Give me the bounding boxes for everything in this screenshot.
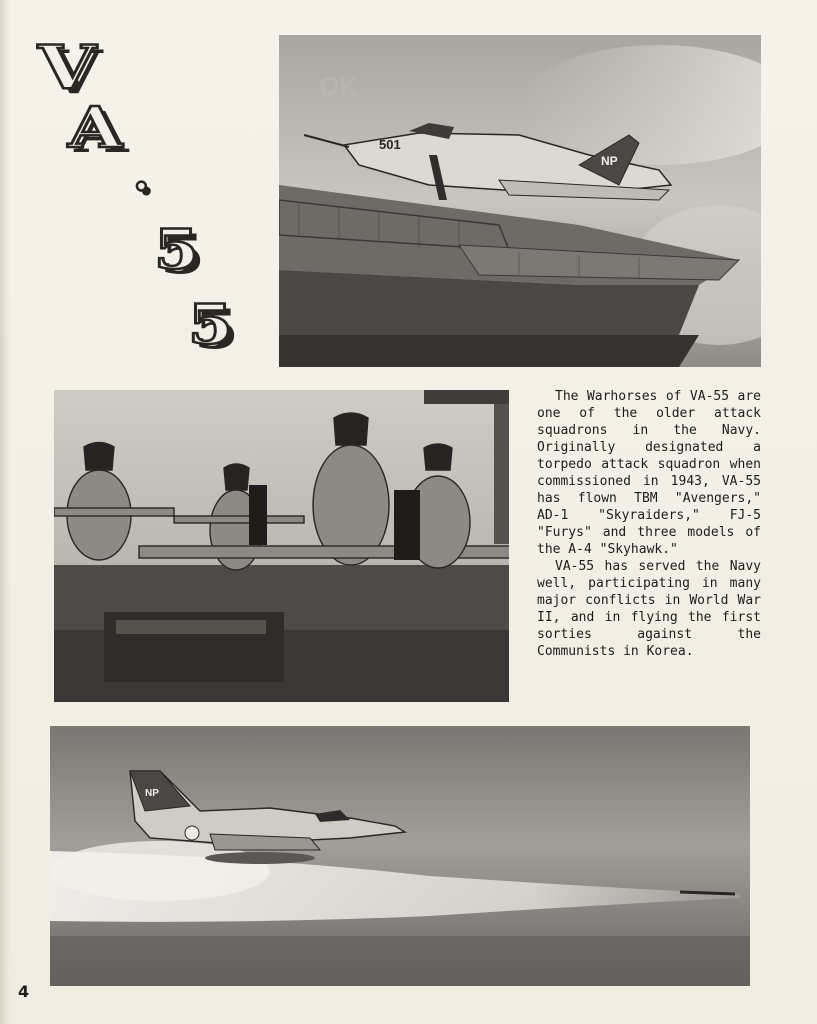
rocket-tail-code-np: NP: [145, 788, 159, 799]
article-paragraph-2: VA-55 has served the Navy well, participating in many major conflicts in World War II, and in flying the first sorties against the Communists in Korea.: [537, 559, 761, 659]
photo-flight-deck-skyhawks: [54, 390, 509, 702]
page-edge-shadow: [0, 0, 10, 1024]
svg-text:OK: OK: [319, 71, 358, 101]
title-letter-dot: .: [133, 146, 150, 202]
title-letter-a: A: [68, 95, 123, 161]
rocket-photo-image: [50, 726, 750, 986]
catapult-photo-image: [279, 35, 761, 367]
flight-deck-photo-image: [54, 390, 509, 702]
article-text: [537, 388, 761, 660]
title-digit-5-first: 5: [154, 217, 200, 281]
tail-code-np: NP: [601, 154, 618, 168]
article-paragraph-1: The Warhorses of VA-55 are one of the older attack squadrons in the Navy. Originally designated a torpedo attack squadron when commissioned in 1943, VA-55 has flown TBM "Avengers," AD-1 "Skyraiders," FJ-5 "Furys" and three models of the A-4 "Skyhawk.": [537, 389, 761, 557]
title-digit-5-second: 5: [188, 292, 234, 356]
page-number: 4: [18, 982, 30, 1001]
aircraft-number-501: 501: [379, 137, 401, 152]
photo-rocket-launch: [50, 726, 750, 986]
photo-catapult-skyhawk: [279, 35, 761, 367]
title-letter-v: V: [38, 33, 97, 103]
